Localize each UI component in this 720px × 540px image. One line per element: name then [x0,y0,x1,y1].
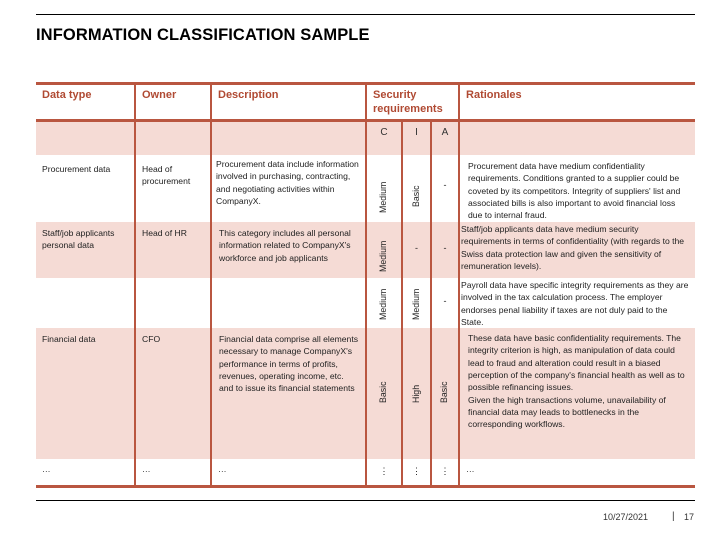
table-row [36,328,695,459]
cell-availability: ⋮ [431,459,459,486]
header-row [36,84,695,121]
classification-table [36,82,695,488]
header-owner: Owner [135,84,211,121]
table-row [36,278,695,328]
cell-availability: - [431,222,459,278]
subheader-empty [135,121,211,156]
cell-integrity: Medium [402,278,431,328]
subheader-availability: A [431,121,459,156]
cell-availability: - [431,278,459,328]
cell-rationale: Staff/job applicants data have medium security requirements in terms of confidentiality (with regards to the Swiss data protection law and given the sensitivity of remuneration levels). [459,222,695,278]
cell-description: Financial data comprise all elements necessary to manage CompanyX's performance in terms of profits, revenues, operating income, etc. and to issue its financial statements [211,328,366,459]
cell-rationale: Payroll data have specific integrity requirements as they are involved in the tax calculation process. The employer endorses penal liability if taxes are not duly paid to the State. [459,278,695,328]
table-row [36,155,695,222]
cell-integrity: ⋮ [402,459,431,486]
subheader-integrity: I [402,121,431,156]
cell-description [211,278,366,328]
cell-confidentiality: Medium [366,222,402,278]
cell-rationale: … [459,459,695,486]
cell-integrity: - [402,222,431,278]
table-row [36,459,695,486]
cell-data-type: Financial data [36,328,135,459]
slide-title: INFORMATION CLASSIFICATION SAMPLE [36,26,370,44]
cell-owner: Head of procurement [135,155,211,222]
cell-confidentiality: Basic [366,328,402,459]
subheader-confidentiality: C [366,121,402,156]
footer-date: 10/27/2021 [603,512,649,522]
cell-confidentiality: ⋮ [366,459,402,486]
cell-integrity: Basic [402,155,431,222]
header-data-type: Data type [36,84,135,121]
cell-owner: CFO [135,328,211,459]
cell-data-type: Staff/job applicants personal data [36,222,135,278]
header-description: Description [211,84,366,121]
subheader-empty [459,121,695,156]
cell-owner: Head of HR [135,222,211,278]
cell-description: Procurement data include information involved in purchasing, contracting, and negotiating activities within CompanyX. [211,155,366,222]
rationale-paragraph: Given the high transactions volume, unavailability of financial data may leads to bottlenecks in the corresponding workflows. [468,394,666,430]
cell-data-type [36,278,135,328]
cell-confidentiality: Medium [366,278,402,328]
subheader-empty [211,121,366,156]
header-security-requirements: Security requirements [366,84,459,121]
cell-rationale [459,328,695,459]
page-number: 17 [684,512,695,522]
top-rule [36,14,695,15]
classification-table-container [36,82,695,488]
footer-rule [36,500,695,501]
cell-confidentiality: Medium [366,155,402,222]
footer-separator: | [672,511,675,522]
cell-description: This category includes all personal information related to CompanyX's workforce and job applicants [211,222,366,278]
header-rationales: Rationales [459,84,695,121]
cell-rationale: Procurement data have medium confidentiality requirements. Conditions granted to a supplier could be coveted by its competitors. Integrity of suppliers' list and associated bills is also important to avoid financial loss due to internal fraud. [459,155,695,222]
cell-owner: … [135,459,211,486]
subheader-empty [36,121,135,156]
cell-description: … [211,459,366,486]
cell-owner [135,278,211,328]
subheader-row [36,121,695,156]
cell-availability: - [431,155,459,222]
rationale-paragraph: These data have basic confidentiality requirements. The integrity criterion is high, as manipulation of data could lead to fraud and alteration could result in a biased perception of the company's financial health as well as to possible refinancing issues. [468,333,685,393]
cell-data-type: … [36,459,135,486]
cell-availability: Basic [431,328,459,459]
cell-data-type: Procurement data [36,155,135,222]
cell-integrity: High [402,328,431,459]
table-row [36,222,695,278]
